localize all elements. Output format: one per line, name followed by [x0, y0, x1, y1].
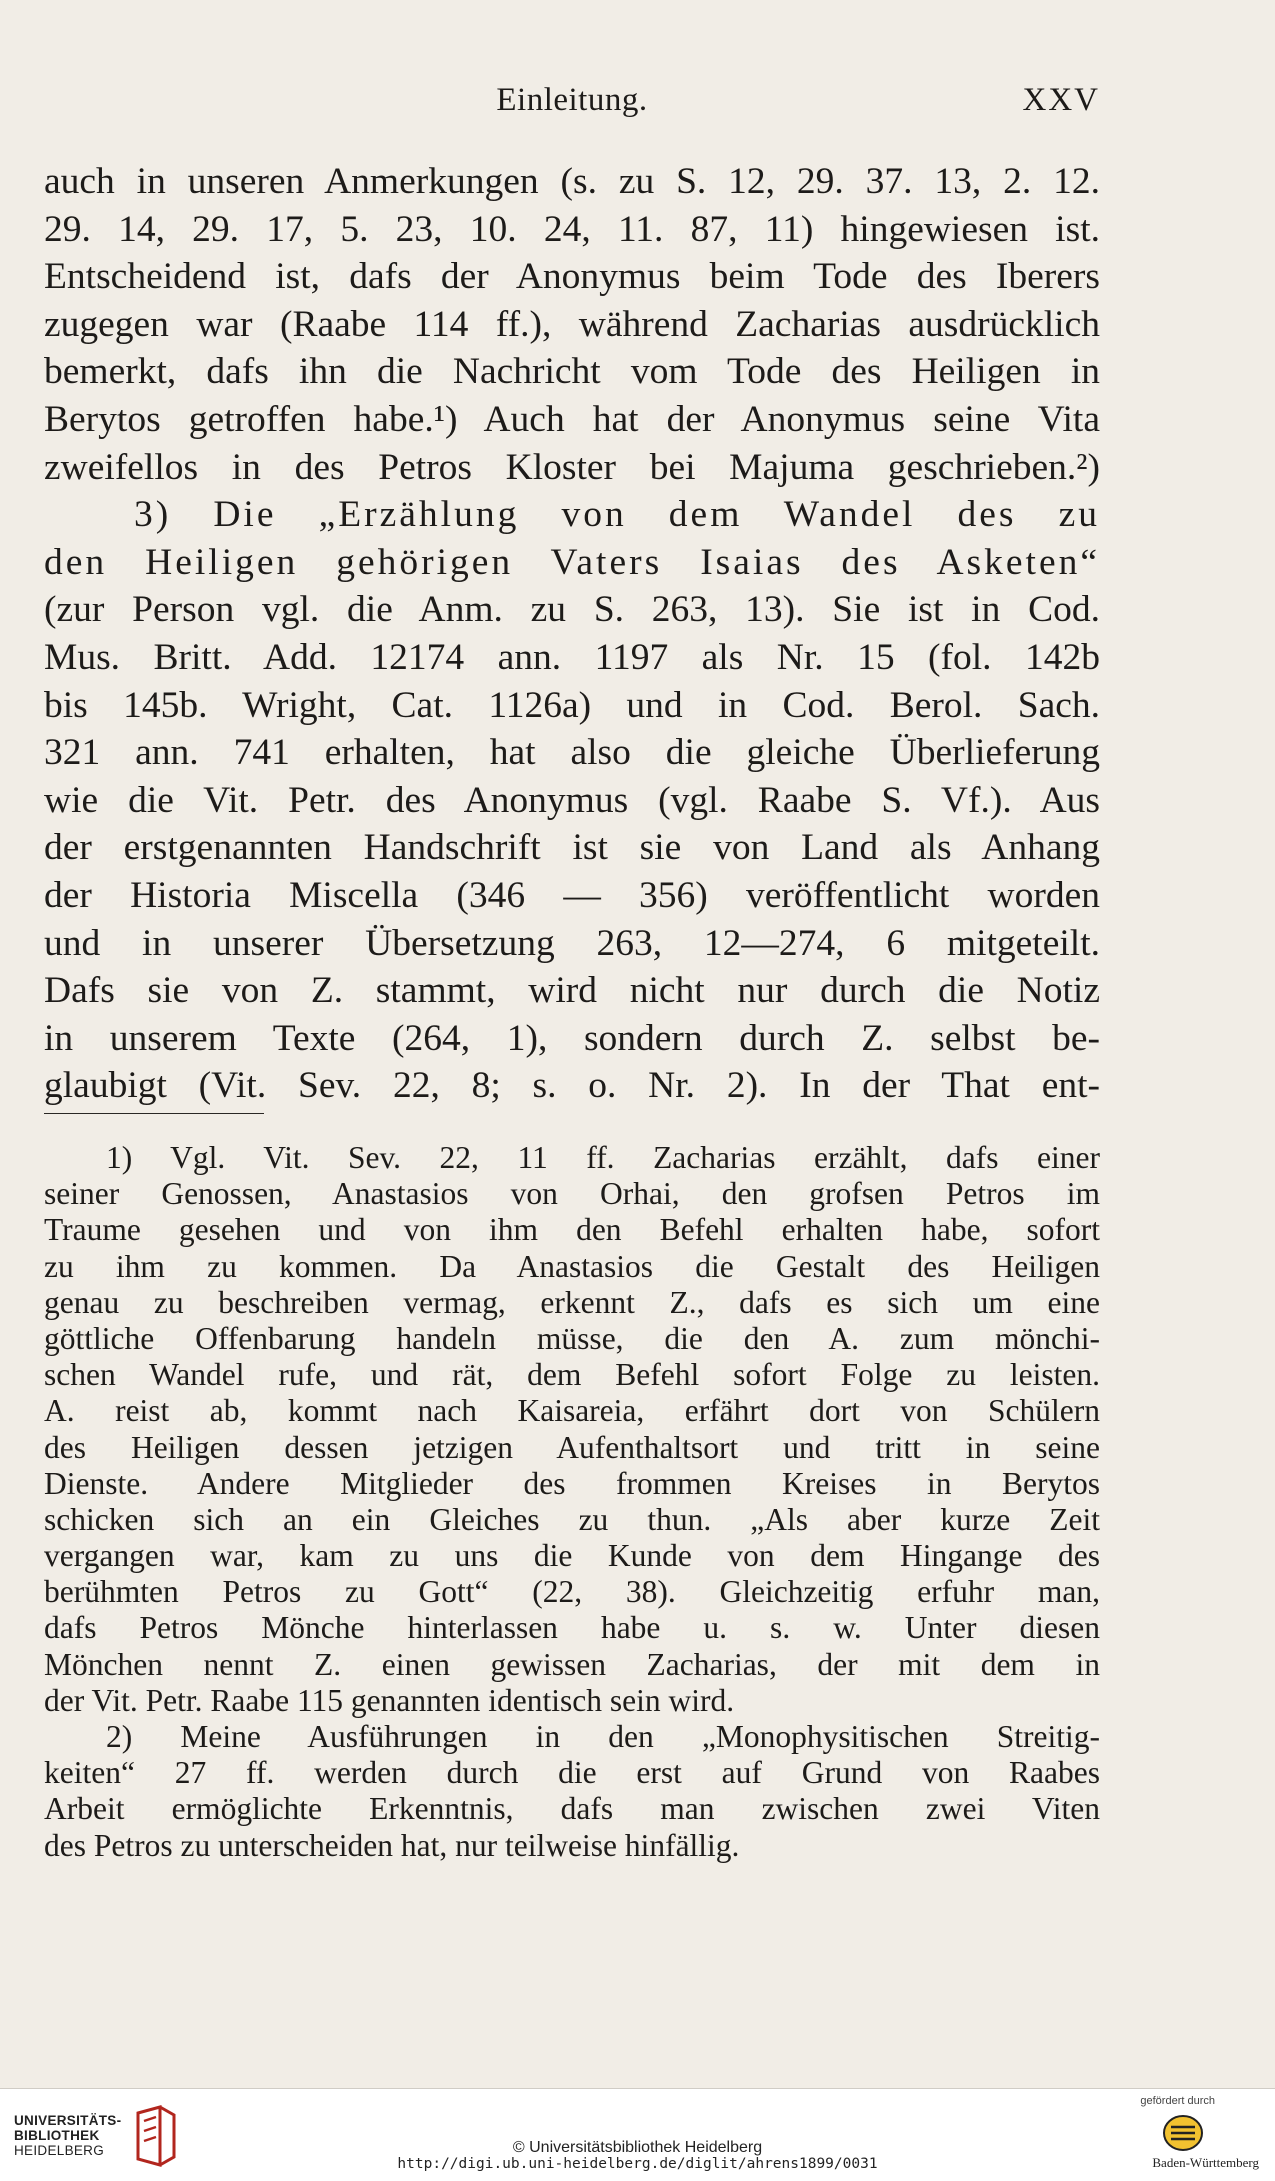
text-line: (zur Person vgl. die Anm. zu S. 263, 13). Sie ist in Cod. [44, 589, 1100, 631]
text-line: Berytos getroffen habe.¹) Auch hat der Anonymus seine Vita [44, 398, 1100, 440]
permalink[interactable]: http://digi.ub.uni-heidelberg.de/diglit/ahrens1899/0031 [397, 2156, 878, 2172]
main-text [44, 158, 1100, 1110]
library-name-line: BIBLIOTHEK [14, 2128, 100, 2143]
footnote-line: 2) Meine Ausführungen in den „Monophysitischen Streitig- [106, 1719, 1100, 1754]
text-line: 3) Die „Erzählung von dem Wandel des zu [134, 494, 1100, 536]
page-number: XXV [1022, 82, 1100, 118]
footnote-line: des Heiligen dessen jetzigen Aufenthaltsort und tritt in seine [44, 1429, 1100, 1465]
footnote-line: des Petros zu unterscheiden hat, nur teilweise hinfällig. [44, 1827, 740, 1863]
footnote-line: Dienste. Andere Mitglieder des frommen Kreises in Berytos [44, 1465, 1100, 1501]
library-name-line: UNIVERSITÄTS- [14, 2113, 122, 2128]
footnote-line: berühmten Petros zu Gott“ (22, 38). Gleichzeitig erfuhr man, [44, 1574, 1100, 1610]
footnote-line: schen Wandel rufe, und rät, dem Befehl sofort Folge zu leisten. [44, 1357, 1100, 1393]
text-line: 29. 14, 29. 17, 5. 23, 10. 24, 11. 87, 11) hingewiesen ist. [44, 208, 1100, 250]
footnote-divider [44, 1113, 264, 1114]
text-line: Dafs sie von Z. stammt, wird nicht nur durch die Notiz [44, 970, 1100, 1012]
text-line: bemerkt, dafs ihn die Nachricht vom Tode des Heiligen in [44, 351, 1100, 393]
text-line: auch in unseren Anmerkungen (s. zu S. 12, 29. 37. 13, 2. 12. [44, 161, 1100, 202]
coat-of-arms-icon [1161, 2113, 1205, 2153]
funded-by-label: gefördert durch [1140, 2095, 1215, 2107]
footnote-line: Arbeit ermöglichte Erkenntnis, dafs man zwischen zwei Viten [44, 1791, 1100, 1827]
text-line: und in unserer Übersetzung 263, 12—274, 6 mitgeteilt. [44, 922, 1100, 964]
text-line: bis 145b. Wright, Cat. 1126a) und in Cod. Berol. Sach. [44, 684, 1100, 726]
text-line: wie die Vit. Petr. des Anonymus (vgl. Raabe S. Vf.). Aus [44, 779, 1100, 821]
text-line: Entscheidend ist, dafs der Anonymus beim Tode des Iberers [44, 256, 1100, 298]
footnote-line: dafs Petros Mönche hinterlassen habe u. s. w. Unter diesen [44, 1610, 1100, 1646]
footnote-line: vergangen war, kam zu uns die Kunde von dem Hingange des [44, 1538, 1100, 1574]
copyright-text: © Universitätsbibliothek Heidelberg [512, 2139, 763, 2156]
text-line: der Historia Miscella (346 — 356) veröffentlicht worden [44, 874, 1100, 916]
footnote-line: A. reist ab, kommt nach Kaisareia, erfährt dort von Schülern [44, 1393, 1100, 1429]
digitization-footer [0, 2088, 1275, 2181]
running-title: Einleitung. [496, 82, 648, 118]
footnote-line: seiner Genossen, Anastasios von Orhai, den grofsen Petros im [44, 1176, 1100, 1212]
footnote-line: schicken sich an ein Gleiches zu thun. „Als aber kurze Zeit [44, 1501, 1100, 1537]
text-line: zugegen war (Raabe 114 ff.), während Zacharias ausdrücklich [44, 303, 1100, 345]
footnote-line: göttliche Offenbarung handeln müsse, die den A. zum mönchi- [44, 1320, 1100, 1356]
footnote-line: Mönchen nennt Z. einen gewissen Zacharias, der mit dem in [44, 1646, 1100, 1682]
text-line: Mus. Britt. Add. 12174 ann. 1197 als Nr. 15 (fol. 142b [44, 636, 1100, 678]
text-line: der erstgenannten Handschrift ist sie von Land als Anhang [44, 827, 1100, 869]
funder-name: Baden-Württemberg [1152, 2155, 1259, 2170]
footnote-line: genau zu beschreiben vermag, erkennt Z., dafs es sich um eine [44, 1284, 1100, 1320]
library-name-line: HEIDELBERG [14, 2143, 105, 2158]
text-line: den Heiligen gehörigen Vaters Isaias des Asketen“ [44, 541, 1100, 583]
footnote-line: 1) Vgl. Vit. Sev. 22, 11 ff. Zacharias erzählt, dafs einer [106, 1140, 1100, 1175]
running-header [44, 82, 1100, 126]
footnote-line: keiten“ 27 ff. werden durch die erst auf Grund von Raabes [44, 1755, 1100, 1791]
text-line: zweifellos in des Petros Kloster bei Majuma geschrieben.²) [44, 446, 1100, 488]
text-line: 321 ann. 741 erhalten, hat also die gleiche Überlieferung [44, 732, 1100, 774]
copyright-block [0, 2139, 1275, 2173]
text-line: glaubigt (Vit. Sev. 22, 8; s. o. Nr. 2). In der That ent- [44, 1065, 1100, 1107]
footnote-line: der Vit. Petr. Raabe 115 genannten identisch sein wird. [44, 1682, 735, 1718]
footnote-line: zu ihm zu kommen. Da Anastasios die Gestalt des Heiligen [44, 1248, 1100, 1284]
footnote-line: Traume gesehen und von ihm den Befehl erhalten habe, sofort [44, 1212, 1100, 1248]
text-line: in unserem Texte (264, 1), sondern durch Z. selbst be- [44, 1017, 1100, 1059]
footnotes [44, 1140, 1100, 1864]
